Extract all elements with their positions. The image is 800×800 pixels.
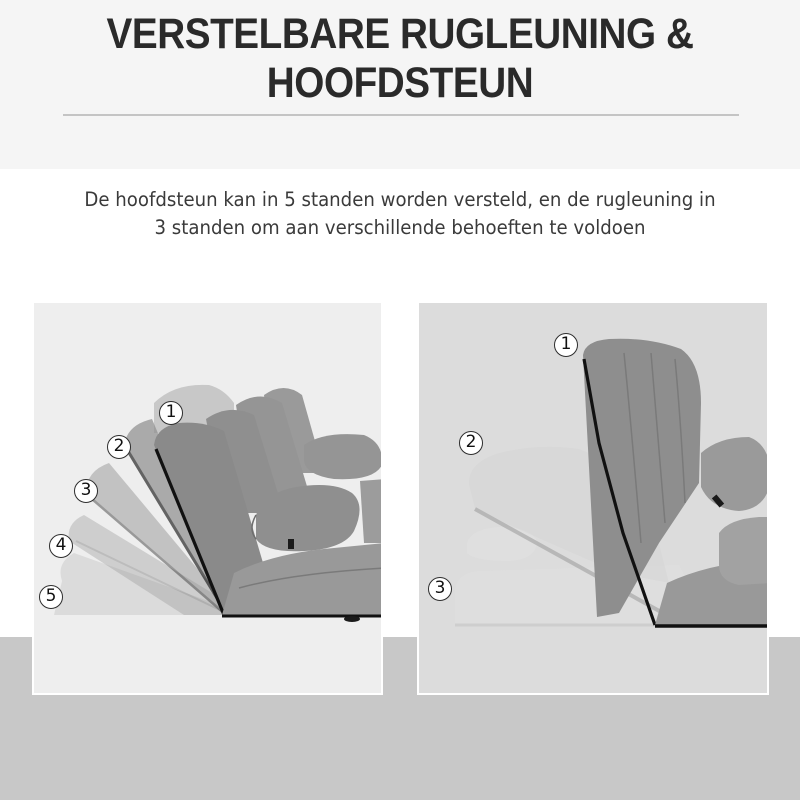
- position-marker-4: 4: [49, 534, 73, 558]
- feature-description: [0, 186, 800, 242]
- title-line-1: VERSTELBARE RUGLEUNING &: [106, 10, 694, 58]
- title-line-2: HOOFDSTEUN: [266, 59, 534, 107]
- header-banner: [0, 0, 800, 169]
- title-divider: [63, 114, 739, 116]
- headrest-positions-image: [32, 301, 383, 695]
- description-line-2: 3 standen om aan verschillende behoeften te voldoen: [154, 216, 646, 239]
- floor-chair-backrest-illustration: [419, 303, 769, 695]
- position-marker-2: 2: [107, 435, 131, 459]
- position-marker-2: 2: [459, 431, 483, 455]
- position-marker-1: 1: [554, 333, 578, 357]
- description-line-1: De hoofdsteun kan in 5 standen worden versteld, en de rugleuning in: [84, 188, 716, 211]
- backrest-positions-image: [417, 301, 769, 695]
- position-marker-3: 3: [74, 479, 98, 503]
- position-marker-5: 5: [39, 585, 63, 609]
- position-marker-3: 3: [428, 577, 452, 601]
- page-title: [0, 10, 800, 108]
- position-marker-1: 1: [159, 401, 183, 425]
